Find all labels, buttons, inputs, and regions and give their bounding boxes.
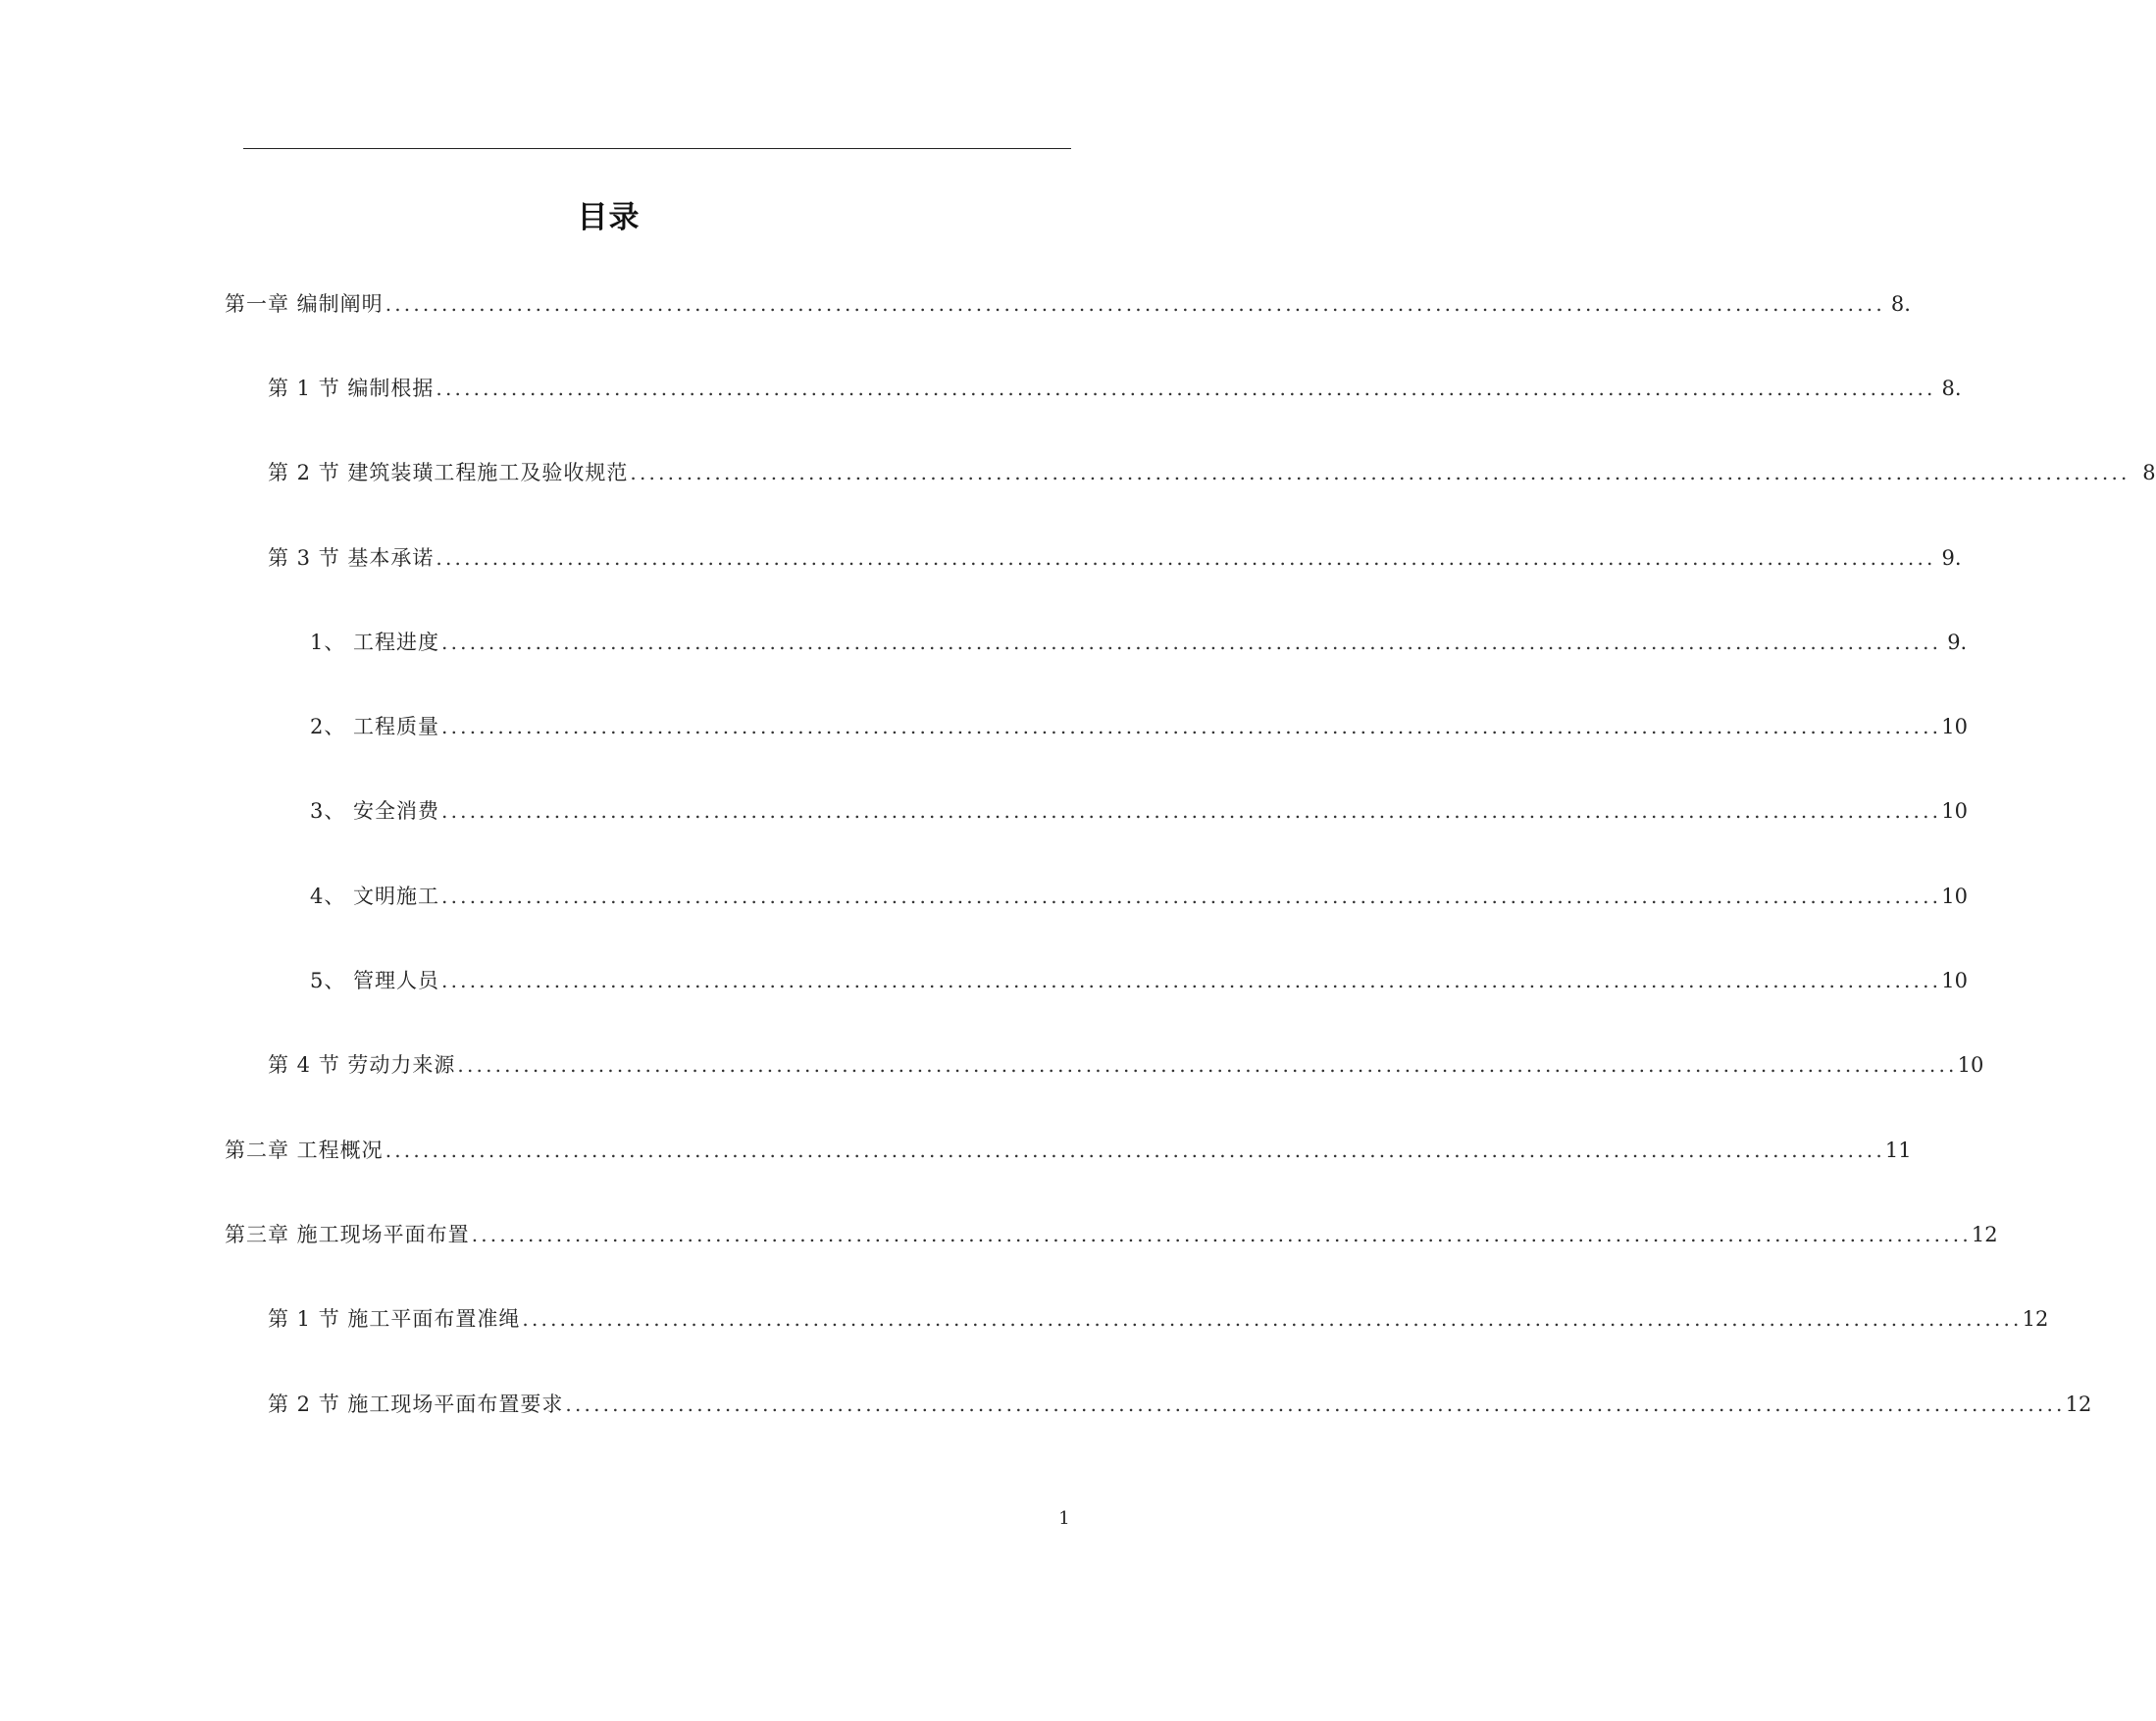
- toc-entry-text: 第三章 施工现场平面布置: [225, 1223, 470, 1246]
- page-number: 1: [1058, 1508, 1070, 1529]
- toc-dot-leader: ................................................................................................................................................................: [471, 1223, 1972, 1246]
- toc-page-number: 10: [1941, 885, 1968, 908]
- toc-entry[interactable]: [268, 1385, 2092, 1424]
- header-rule: [243, 148, 1071, 149]
- toc-entry[interactable]: [268, 1299, 2049, 1339]
- toc-entry[interactable]: [310, 791, 1968, 831]
- toc-page-number: 10: [1941, 969, 1968, 992]
- toc-dot-leader: ................................................................................................................................................................: [441, 969, 1942, 992]
- toc-entry-text: 第 4 节 劳动力来源: [268, 1053, 456, 1077]
- toc-entry-text: 第一章 编制阐明: [225, 292, 384, 316]
- toc-page-number: 12: [2065, 1392, 2092, 1416]
- toc-entry-text: 5、 管理人员: [310, 969, 440, 992]
- toc-page-number: 10: [1941, 715, 1968, 738]
- toc-entry-text: 1、 工程进度: [310, 631, 440, 654]
- toc-entry[interactable]: [310, 623, 1968, 662]
- toc-page-number: 8.: [1890, 292, 1911, 316]
- toc-page-number: 12: [2022, 1307, 2049, 1331]
- toc-title: 目录: [577, 200, 641, 235]
- toc-page-number: 11: [1884, 1139, 1912, 1162]
- toc-entry[interactable]: [268, 1045, 1984, 1085]
- toc-dot-leader: ................................................................................................................................................................: [441, 885, 1942, 908]
- toc-entry-text: 3、 安全消费: [310, 799, 440, 823]
- toc-dot-leader: ................................................................................................................................................................: [441, 799, 1942, 823]
- toc-entry-text: 4、 文明施工: [310, 885, 440, 908]
- toc-dot-leader: ................................................................................................................................................................: [436, 377, 1936, 400]
- toc-dot-leader: ................................................................................................................................................................: [385, 1139, 1885, 1162]
- toc-dot-leader: ................................................................................................................................................................: [385, 292, 1885, 316]
- toc-entry-text: 第 2 节 建筑装璜工程施工及验收规范: [268, 461, 629, 484]
- toc-page-number: 8.: [1941, 377, 1962, 400]
- toc-entry-text: 2、 工程质量: [310, 715, 440, 738]
- toc-page-number: 8: [2142, 461, 2156, 484]
- toc-dot-leader: ................................................................................................................................................................: [457, 1053, 1958, 1077]
- toc-entry-text: 第 2 节 施工现场平面布置要求: [268, 1392, 564, 1416]
- toc-entry[interactable]: [225, 1131, 1912, 1170]
- toc-page-number: 12: [1971, 1223, 1998, 1246]
- toc-dot-leader: ................................................................................................................................................................: [522, 1307, 2023, 1331]
- toc-dot-leader: ................................................................................................................................................................: [565, 1392, 2066, 1416]
- toc-entry[interactable]: [310, 961, 1968, 1000]
- toc-entry[interactable]: [310, 707, 1968, 746]
- toc-dot-leader: ................................................................................................................................................................: [630, 461, 2130, 484]
- toc-dot-leader: ................................................................................................................................................................: [436, 546, 1936, 570]
- toc-page-number: 9.: [1947, 631, 1968, 654]
- toc-page-number: 10: [1957, 1053, 1984, 1077]
- toc-page-number: 9.: [1941, 546, 1962, 570]
- toc-entry[interactable]: [268, 369, 1962, 408]
- toc-page-number: 10: [1941, 799, 1968, 823]
- toc-entry-text: 第 1 节 施工平面布置准绳: [268, 1307, 521, 1331]
- toc-entry-text: 第 3 节 基本承诺: [268, 546, 435, 570]
- toc-entry[interactable]: [225, 284, 1911, 324]
- toc-dot-leader: ................................................................................................................................................................: [441, 631, 1942, 654]
- toc-entry-text: 第二章 工程概况: [225, 1139, 384, 1162]
- toc-entry[interactable]: [225, 1215, 1998, 1254]
- toc-entry[interactable]: [268, 538, 1962, 578]
- toc-dot-leader: ................................................................................................................................................................: [441, 715, 1942, 738]
- toc-entry-text: 第 1 节 编制根据: [268, 377, 435, 400]
- toc-entry[interactable]: [310, 877, 1968, 916]
- toc-entry[interactable]: [268, 453, 2156, 492]
